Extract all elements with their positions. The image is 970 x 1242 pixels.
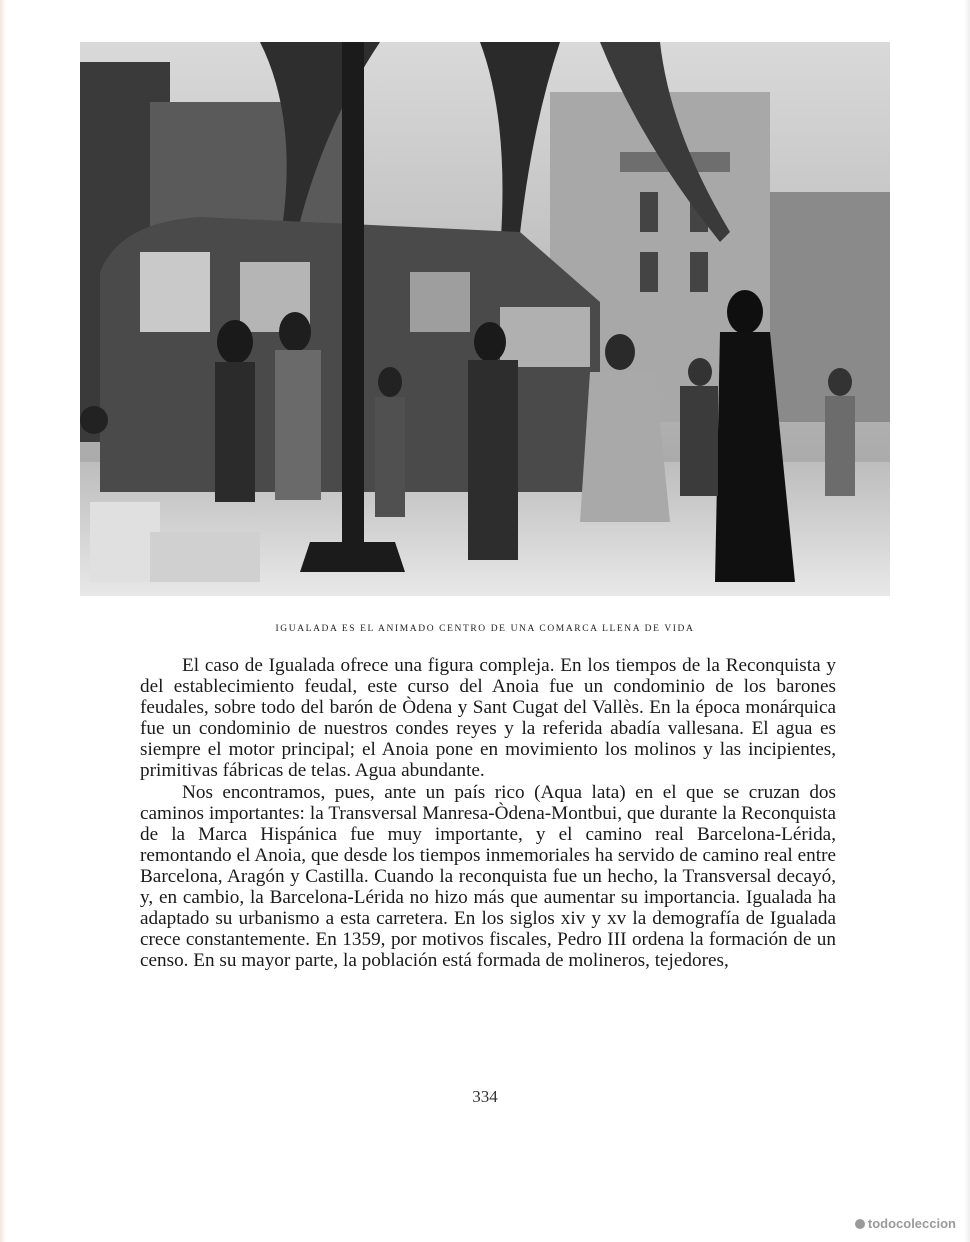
photo-caption: IGUALADA ES EL ANIMADO CENTRO DE UNA COMARCA LLENA DE VIDA	[275, 624, 695, 634]
page-edge-right	[964, 0, 970, 1242]
watermark-text: todocoleccion	[867, 1216, 956, 1231]
paragraph-1: El caso de Igualada ofrece una figura compleja. En los tiempos de la Reconquista y del establecimiento feudal, este curso del Anoia fue un condominio de los barones feudales, sobre todo del barón de Òdena y Sant Cugat del Vallès. En la época monárquica fue un condominio de nuestros condes reyes y la referida abadía vallesana. El agua es siempre el motor principal; el Anoia pone en movimiento los molinos y las incipientes, primitivas fábricas de telas. Agua abundante.	[140, 655, 836, 782]
street-photo	[80, 42, 890, 596]
body-text	[140, 655, 836, 971]
watermark-dot-icon	[855, 1219, 865, 1229]
page-number: 334	[472, 1087, 498, 1106]
street-photo-icon	[80, 42, 890, 596]
page-edge-left	[0, 0, 6, 1242]
paragraph-2: Nos encontramos, pues, ante un país rico (Aqua lata) en el que se cruzan dos caminos importantes: la Transversal Manresa-Òdena-Montbui, que durante la Reconquista de la Marca Hispánica fue muy importante, y el camino real Barcelona-Lérida, remontando el Anoia, que desde los tiempos inmemoriales ha servido de camino real entre Barcelona, Aragón y Castilla. Cuando la reconquista fue un hecho, la Transversal decayó, y, en cambio, la Barcelona-Lérida no hizo más que aumentar su importancia. Igualada ha adaptado su urbanismo a esta carretera. En los siglos xiv y xv la demografía de Igualada crece constantemente. En 1359, por motivos fiscales, Pedro III ordena la formación de un censo. En su mayor parte, la población está formada de molineros, tejedores,	[140, 781, 836, 972]
watermark	[855, 1216, 956, 1231]
